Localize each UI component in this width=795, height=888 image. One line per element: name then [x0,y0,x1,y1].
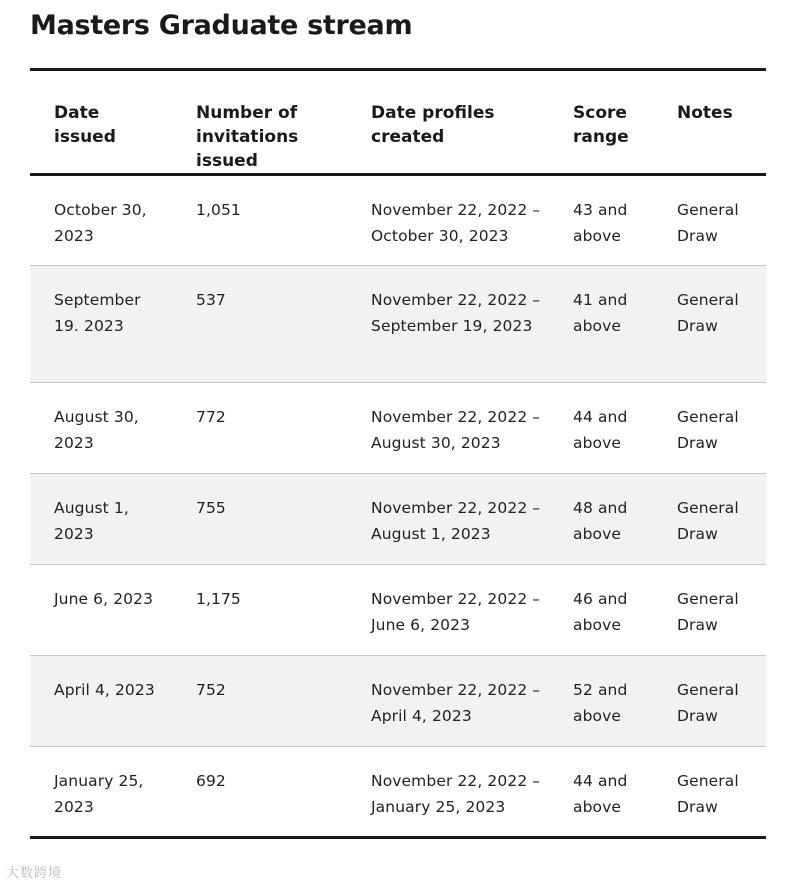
cell-invitations: 537 [172,266,347,383]
table-row [30,656,766,747]
cell-profiles-created: November 22, 2022 – April 4, 2023 [347,656,549,747]
cell-invitations: 692 [196,772,226,790]
cell-invitations: 752 [172,656,347,747]
table-header [30,70,766,175]
cell-profiles-created: November 22, 2022 – August 1, 2023 [347,474,549,565]
table-row [30,383,766,474]
header-date-issued: Date issued [30,70,172,175]
cell-score-range: 41 and above [549,266,653,383]
draws-table-container [30,68,766,839]
watermark: 大数跨境 [6,866,63,881]
cell-invitations: 772 [172,383,347,474]
cell-date-issued: September 19. 2023 [30,266,172,383]
cell-profiles-created: November 22, 2022 – October 30, 2023 [347,175,549,266]
cell-profiles-created: November 22, 2022 – January 25, 2023 [371,772,541,816]
cell-score-range: 43 and above [549,175,653,266]
table-body [30,175,766,838]
cell-score-range: 52 and above [549,656,653,747]
cell-date-issued: August 1, 2023 [30,474,172,565]
header-row [30,70,766,175]
header-score-range: Score range [549,70,653,175]
cell-date-issued: January 25, 2023 [54,772,144,816]
table-row [30,565,766,656]
cell-profiles-created: November 22, 2022 –September 19, 2023 [347,266,549,383]
cell-notes: General Draw [653,175,766,266]
cell-notes: General Draw [653,565,766,656]
cell-score-range: 44 and above [573,772,628,816]
cell-score-range: 48 and above [549,474,653,565]
table-row [30,266,766,383]
cell-invitations: 755 [172,474,347,565]
header-invitations: Number of invitations issued [172,70,347,175]
cell-notes: General Draw [677,772,739,816]
cell-notes: General Draw [653,383,766,474]
cell-invitations: 1,175 [172,565,347,656]
table-row [30,474,766,565]
cell-notes: General Draw [653,266,766,383]
cell-profiles-created: November 22, 2022 – June 6, 2023 [347,565,549,656]
cell-notes: General Draw [653,656,766,747]
cell-date-issued: June 6, 2023 [30,565,172,656]
header-profiles-created: Date profiles created [347,70,549,175]
cell-profiles-created: November 22, 2022 – August 30, 2023 [347,383,549,474]
cell-notes: General Draw [653,474,766,565]
cell-date-issued: April 4, 2023 [30,656,172,747]
cell-date-issued: August 30, 2023 [30,383,172,474]
cell-date-issued: October 30, 2023 [30,175,172,266]
cell-score-range: 46 and above [549,565,653,656]
table-row [30,175,766,266]
draws-table [30,68,766,839]
header-notes: Notes [653,70,766,175]
cell-invitations: 1,051 [172,175,347,266]
table-row [30,747,766,838]
cell-score-range: 44 and above [549,383,653,474]
page-title: Masters Graduate stream [30,10,413,41]
